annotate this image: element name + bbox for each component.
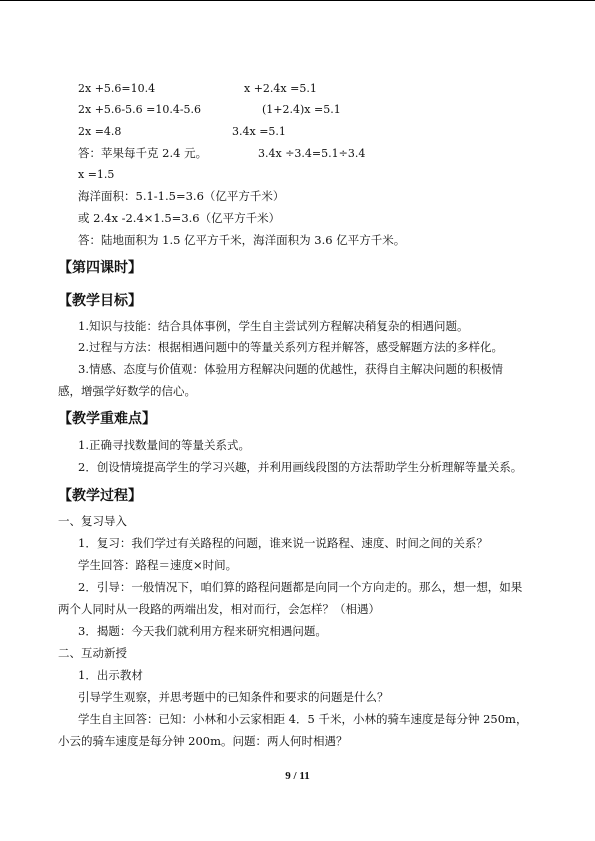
process-item-observe: 引导学生观察，并思考题中的已知条件和要求的问题是什么？	[78, 690, 389, 704]
equation-line-4b: 3.4x ÷3.4=5.1÷3.4	[258, 147, 366, 160]
key-points-heading: 【教学重难点】	[58, 411, 156, 427]
process-item-answer-line-1: 学生自主回答：已知：小林和小云家相距 4．5 千米，小林的骑车速度是每分钟 250m，	[78, 712, 528, 726]
page-number: 9 / 11	[285, 770, 310, 782]
equation-line-5: x =1.5	[78, 168, 115, 181]
process-item-guide-line-1: 2．引导：一般情况下，咱们算的路程问题都是向同一个方向走的。那么，想一想，如果	[78, 580, 523, 594]
equation-line-1b: x +2.4x =5.1	[244, 82, 317, 95]
key-point-2: 2．创设情境提高学生的学习兴趣，并利用画线段图的方法帮助学生分析理解等量关系。	[78, 460, 523, 474]
equation-line-6: 海洋面积：5.1-1.5=3.6（亿平方千米）	[78, 189, 285, 203]
equation-line-1a: 2x +5.6=10.4	[78, 82, 156, 95]
equation-line-3a: 2x =4.8	[78, 125, 122, 138]
goals-heading: 【教学目标】	[58, 293, 142, 309]
process-item-show-material: 1．出示教材	[78, 668, 143, 682]
equation-line-3b: 3.4x =5.1	[232, 125, 286, 138]
process-item-answer-line-2: 小云的骑车速度是每分钟 200m。问题：两人何时相遇？	[58, 734, 348, 748]
process-student-answer: 学生回答：路程＝速度×时间。	[78, 558, 238, 572]
goal-3-line-2: 感，增强学好数学的信心。	[58, 384, 196, 398]
process-section-1: 一、复习导入	[58, 514, 127, 528]
key-point-1: 1.正确寻找数量间的等量关系式。	[78, 438, 250, 452]
goal-1: 1.知识与技能：结合具体事例，学生自主尝试列方程解决稍复杂的相遇问题。	[78, 319, 469, 333]
process-heading: 【教学过程】	[58, 488, 142, 504]
equation-line-7: 或 2.4x -2.4×1.5=3.6（亿平方千米）	[78, 211, 281, 225]
equation-line-8: 答：陆地面积为 1.5 亿平方千米，海洋面积为 3.6 亿平方千米。	[78, 233, 406, 247]
equation-line-2b: (1+2.4)x =5.1	[262, 103, 341, 116]
process-item-review: 1．复习：我们学过有关路程的问题，谁来说一说路程、速度、时间之间的关系？	[78, 536, 488, 550]
equation-line-4a: 答：苹果每千克 2.4 元。	[78, 146, 208, 160]
equation-line-2a: 2x +5.6-5.6 =10.4-5.6	[78, 103, 202, 116]
top-rule	[0, 0, 595, 1]
process-section-2: 二、互动新授	[58, 646, 127, 660]
process-item-guide-line-2: 两个人同时从一段路的两端出发，相对而行，会怎样？（相遇）	[58, 602, 380, 616]
process-item-topic: 3．揭题：今天我们就利用方程来研究相遇问题。	[78, 624, 327, 638]
goal-2: 2.过程与方法：根据相遇问题中的等量关系列方程并解答，感受解题方法的多样化。	[78, 340, 503, 354]
goal-3-line-1: 3.情感、态度与价值观：体验用方程解决问题的优越性，获得自主解决问题的积极情	[78, 362, 503, 376]
lesson-heading: 【第四课时】	[58, 260, 142, 276]
